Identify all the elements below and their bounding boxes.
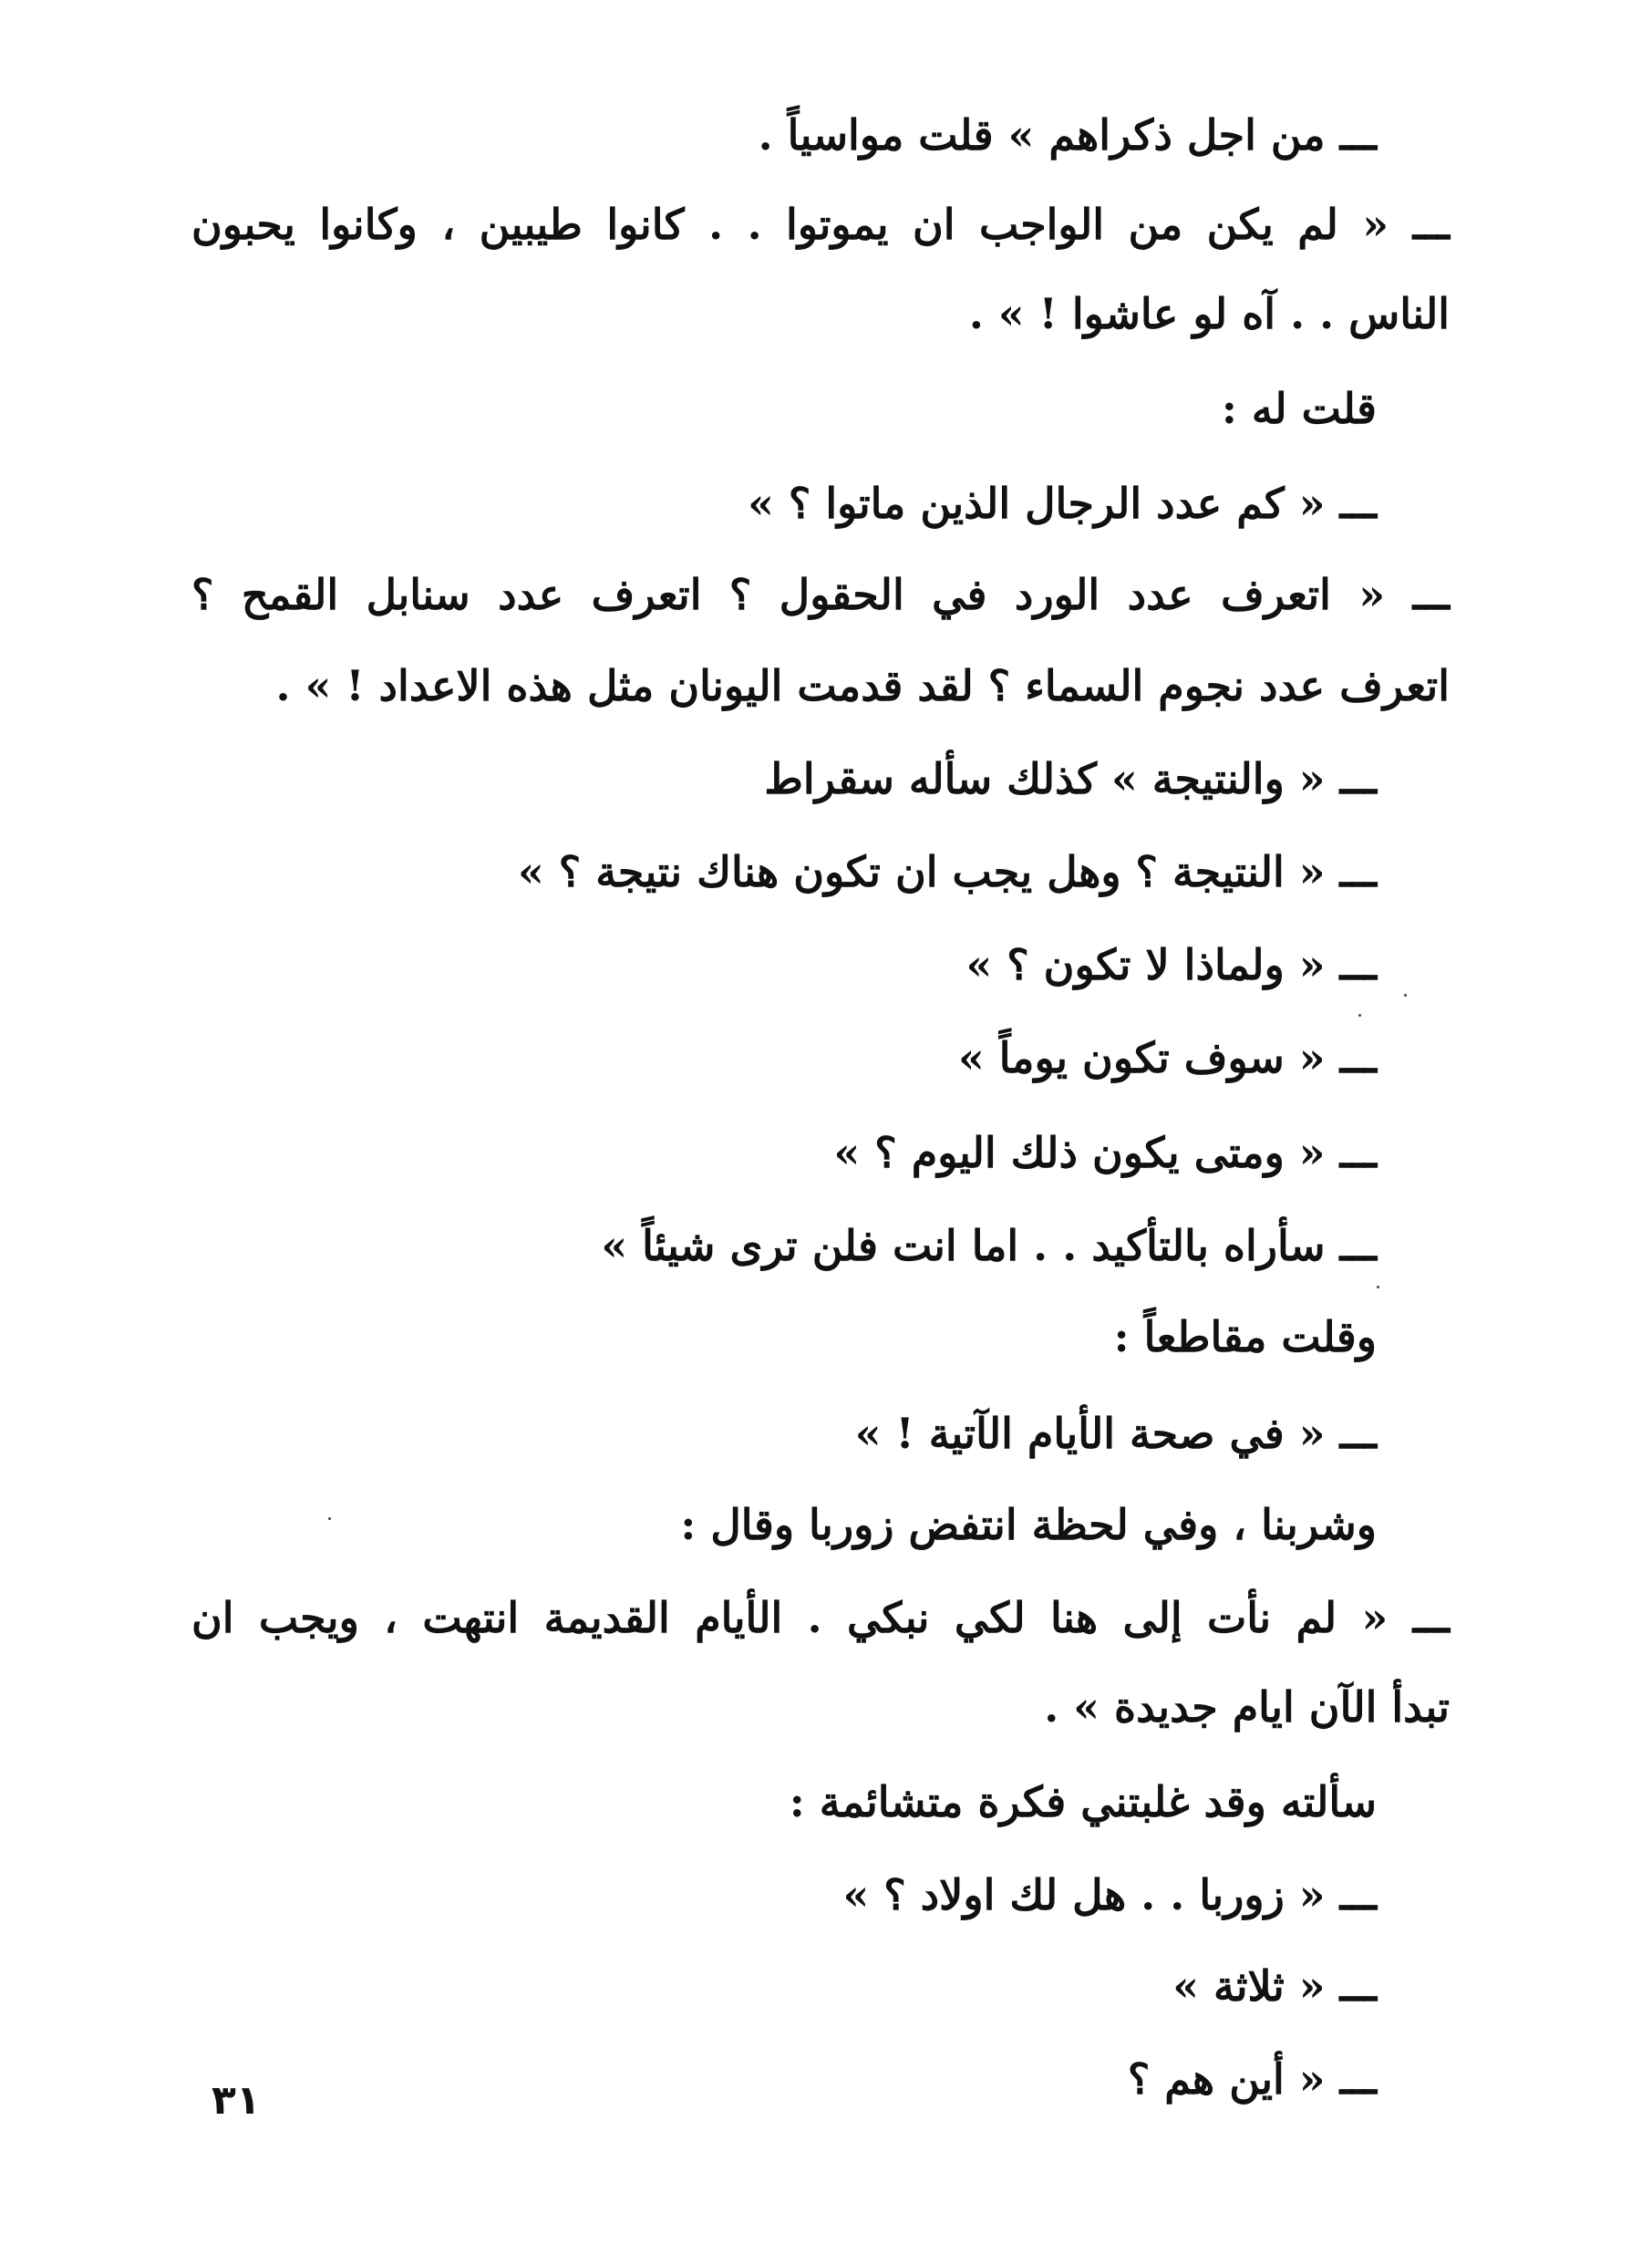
text-line: ـــ « اتعرف عدد الورد في الحقول ؟ اتعرف عدد سنابل القمح ؟ [191, 570, 1450, 619]
text-line: ـــ « والنتيجة » كذلك سأله سقراط [764, 754, 1377, 803]
scan-speck [328, 1517, 331, 1520]
text-line: ـــ « لم يكن من الواجب ان يموتوا . . كانوا طيبين ، وكانوا يحبون [191, 200, 1450, 249]
text-line: ـــ « زوربا . . هل لك اولاد ؟ » [842, 1870, 1377, 1919]
text-line: ـــ « أين هم ؟ [1127, 2054, 1377, 2104]
text-line: ـــ « في صحة الأيام الآتية ! » [854, 1409, 1377, 1458]
scan-speck [1377, 1286, 1379, 1288]
text-line: قلت له : [1221, 384, 1377, 433]
scan-speck [1358, 1014, 1361, 1017]
text-line: اتعرف عدد نجوم السماء ؟ لقد قدمت اليونان مثل هذه الاعداد ! » . [275, 661, 1450, 710]
text-line: تبدأ الآن ايام جديدة » . [1044, 1682, 1450, 1732]
text-line: ـــ « ثلاثة » [1172, 1961, 1377, 2011]
text-line: الناس . . آه لو عاشوا ! » . [968, 289, 1450, 338]
text-line: ـــ « لم نأت إلى هنا لكي نبكي . الأيام القديمة انتهت ، ويجب ان [191, 1593, 1450, 1642]
text-line: ـــ من اجل ذكراهم » قلت مواسياً . [758, 110, 1377, 160]
page-number: ٣١ [212, 2077, 261, 2124]
scan-speck [1404, 994, 1407, 997]
text-line: وشربنا ، وفي لحظة انتفض زوربا وقال : [680, 1500, 1377, 1549]
text-line: وقلت مقاطعاً : [1113, 1312, 1377, 1361]
text-line: ـــ سأراه بالتأكيد . . اما انت فلن ترى شيئاً » [601, 1221, 1377, 1270]
text-line: ـــ « كم عدد الرجال الذين ماتوا ؟ » [748, 479, 1377, 528]
text-line: ـــ « سوف تكون يوماً » [958, 1033, 1377, 1082]
text-line: ـــ « النتيجة ؟ وهل يجب ان تكون هناك نتيجة ؟ » [518, 847, 1377, 896]
text-line: سألته وقد غلبتني فكرة متشائمة : [789, 1777, 1377, 1826]
text-line: ـــ « ومتى يكون ذلك اليوم ؟ » [833, 1128, 1377, 1177]
text-line: ـــ « ولماذا لا تكون ؟ » [965, 940, 1377, 989]
